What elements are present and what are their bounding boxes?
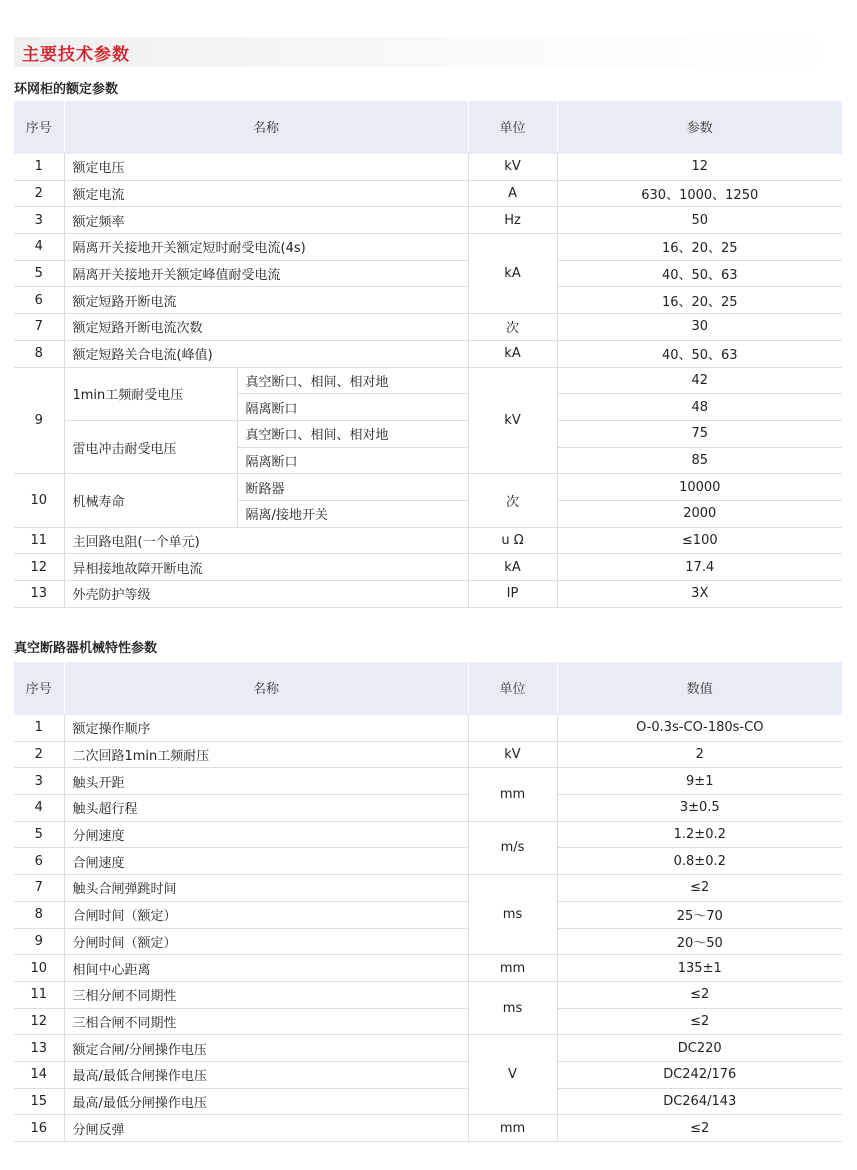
row-name: 最高/最低分闸操作电压 [64, 1088, 468, 1115]
row-subname: 隔离/接地开关 [237, 500, 468, 527]
row-value: 25～70 [557, 901, 842, 928]
row-value: 42 [557, 367, 842, 394]
row-value: 48 [557, 394, 842, 421]
row-name: 相间中心距离 [64, 955, 468, 982]
row-unit: mm [468, 1115, 557, 1142]
table-row [14, 741, 842, 768]
table-row [14, 768, 842, 795]
row-unit: m/s [468, 821, 557, 874]
row-no: 3 [14, 768, 64, 795]
header-no: 序号 [14, 662, 64, 714]
row-no: 4 [14, 234, 64, 261]
row-name: 雷电冲击耐受电压 [64, 420, 237, 473]
row-name: 额定电流 [64, 180, 468, 207]
row-name: 额定电压 [64, 153, 468, 180]
row-value: DC220 [557, 1035, 842, 1062]
row-value: DC242/176 [557, 1061, 842, 1088]
row-no: 13 [14, 1035, 64, 1062]
row-unit: 次 [468, 314, 557, 341]
table-row [14, 340, 842, 367]
row-value: 630、1000、1250 [557, 180, 842, 207]
row-unit: 次 [468, 474, 557, 527]
row-value: ≤2 [557, 981, 842, 1008]
table-row [14, 314, 842, 341]
row-no: 2 [14, 180, 64, 207]
row-value: 50 [557, 207, 842, 234]
header-name: 名称 [64, 662, 468, 714]
table-row [14, 981, 842, 1008]
row-value: 30 [557, 314, 842, 341]
table-row [14, 260, 842, 287]
row-unit: kA [468, 554, 557, 581]
header-unit: 单位 [468, 662, 557, 714]
table-row [14, 928, 842, 955]
header-unit: 单位 [468, 101, 557, 153]
table-row [14, 234, 842, 261]
header-no: 序号 [14, 101, 64, 153]
section-title-vacuum-breaker: 真空断路器机械特性参数 [14, 641, 158, 656]
row-value: 0.8±0.2 [557, 848, 842, 875]
row-no: 8 [14, 901, 64, 928]
row-no: 6 [14, 287, 64, 314]
row-no: 9 [14, 367, 64, 474]
row-unit: A [468, 180, 557, 207]
row-no: 16 [14, 1115, 64, 1142]
row-unit: V [468, 1035, 557, 1115]
row-value: ≤2 [557, 1008, 842, 1035]
row-no: 9 [14, 928, 64, 955]
table-row [14, 207, 842, 234]
row-value: 85 [557, 447, 842, 474]
row-name: 三相分闸不同期性 [64, 981, 468, 1008]
row-no: 14 [14, 1061, 64, 1088]
row-no: 5 [14, 821, 64, 848]
table-vacuum-breaker [14, 662, 842, 1142]
row-no: 1 [14, 714, 64, 741]
row-no: 5 [14, 260, 64, 287]
row-name: 额定合闸/分闸操作电压 [64, 1035, 468, 1062]
row-value: 3X [557, 581, 842, 608]
row-value: 3±0.5 [557, 795, 842, 822]
row-no: 10 [14, 474, 64, 527]
row-name: 主回路电阻(一个单元) [64, 527, 468, 554]
table-row [14, 153, 842, 180]
row-no: 3 [14, 207, 64, 234]
header-value: 参数 [557, 101, 842, 153]
table-row [14, 554, 842, 581]
row-name: 分闸反弹 [64, 1115, 468, 1142]
row-no: 13 [14, 581, 64, 608]
row-unit: Hz [468, 207, 557, 234]
row-name: 额定短路关合电流(峰值) [64, 340, 468, 367]
row-name: 触头开距 [64, 768, 468, 795]
row-name: 额定操作顺序 [64, 714, 468, 741]
row-unit: ms [468, 875, 557, 955]
table-row [14, 821, 842, 848]
row-name: 隔离开关接地开关额定峰值耐受电流 [64, 260, 468, 287]
row-no: 10 [14, 955, 64, 982]
row-name: 二次回路1min工频耐压 [64, 741, 468, 768]
row-name: 1min工频耐受电压 [64, 367, 237, 420]
table-row [14, 1008, 842, 1035]
table-ring-main-unit [14, 101, 842, 608]
row-no: 11 [14, 981, 64, 1008]
table-row [14, 795, 842, 822]
row-name: 额定频率 [64, 207, 468, 234]
page-title: 主要技术参数 [22, 45, 130, 65]
row-subname: 真空断口、相间、相对地 [237, 367, 468, 394]
table-row [14, 714, 842, 741]
table-row [14, 901, 842, 928]
row-name: 异相接地故障开断电流 [64, 554, 468, 581]
row-name: 最高/最低合闸操作电压 [64, 1061, 468, 1088]
row-value: 40、50、63 [557, 340, 842, 367]
row-unit [468, 714, 557, 741]
row-unit: mm [468, 768, 557, 821]
page-header [14, 37, 842, 67]
table-row [14, 367, 842, 394]
row-value: ≤2 [557, 875, 842, 902]
row-name: 机械寿命 [64, 474, 237, 527]
row-no: 2 [14, 741, 64, 768]
row-name: 合闸速度 [64, 848, 468, 875]
row-subname: 真空断口、相间、相对地 [237, 420, 468, 447]
table-row [14, 1061, 842, 1088]
row-value: ≤100 [557, 527, 842, 554]
table-row [14, 527, 842, 554]
row-value: 16、20、25 [557, 234, 842, 261]
row-no: 11 [14, 527, 64, 554]
table-row [14, 287, 842, 314]
row-value: 1.2±0.2 [557, 821, 842, 848]
row-name: 额定短路开断电流 [64, 287, 468, 314]
row-subname: 隔离断口 [237, 394, 468, 421]
header-name: 名称 [64, 101, 468, 153]
row-name: 外壳防护等级 [64, 581, 468, 608]
row-name: 触头超行程 [64, 795, 468, 822]
table-header-row [14, 101, 842, 153]
row-value: 10000 [557, 474, 842, 501]
row-value: 17.4 [557, 554, 842, 581]
row-value: O-0.3s-CO-180s-CO [557, 714, 842, 741]
row-value: 2 [557, 741, 842, 768]
row-no: 7 [14, 314, 64, 341]
row-name: 三相合闸不同期性 [64, 1008, 468, 1035]
row-no: 1 [14, 153, 64, 180]
row-no: 12 [14, 554, 64, 581]
row-unit: kV [468, 153, 557, 180]
header-value: 数值 [557, 662, 842, 714]
table-row [14, 180, 842, 207]
table-row [14, 474, 842, 501]
row-name: 额定短路开断电流次数 [64, 314, 468, 341]
row-unit: u Ω [468, 527, 557, 554]
row-unit: ms [468, 981, 557, 1034]
row-subname: 隔离断口 [237, 447, 468, 474]
row-name: 隔离开关接地开关额定短时耐受电流(4s) [64, 234, 468, 261]
row-no: 6 [14, 848, 64, 875]
row-name: 分闸时间（额定） [64, 928, 468, 955]
row-name: 分闸速度 [64, 821, 468, 848]
row-subname: 断路器 [237, 474, 468, 501]
row-value: 135±1 [557, 955, 842, 982]
table-row [14, 1115, 842, 1142]
table-row [14, 420, 842, 447]
row-no: 8 [14, 340, 64, 367]
table-row [14, 955, 842, 982]
row-no: 12 [14, 1008, 64, 1035]
row-value: 40、50、63 [557, 260, 842, 287]
table-row [14, 848, 842, 875]
row-value: 75 [557, 420, 842, 447]
row-no: 4 [14, 795, 64, 822]
table-row [14, 581, 842, 608]
row-unit: IP [468, 581, 557, 608]
row-value: ≤2 [557, 1115, 842, 1142]
row-name: 触头合闸弹跳时间 [64, 875, 468, 902]
row-value: 20～50 [557, 928, 842, 955]
row-no: 15 [14, 1088, 64, 1115]
table-row [14, 1088, 842, 1115]
row-unit: mm [468, 955, 557, 982]
row-value: 9±1 [557, 768, 842, 795]
row-unit: kA [468, 340, 557, 367]
row-unit: kA [468, 234, 557, 314]
row-value: DC264/143 [557, 1088, 842, 1115]
table-row [14, 875, 842, 902]
section-title-ring-main-unit: 环网柜的额定参数 [14, 82, 119, 97]
table-row [14, 1035, 842, 1062]
row-unit: kV [468, 741, 557, 768]
row-no: 7 [14, 875, 64, 902]
row-value: 12 [557, 153, 842, 180]
table-header-row [14, 662, 842, 714]
row-value: 2000 [557, 500, 842, 527]
row-name: 合闸时间（额定） [64, 901, 468, 928]
row-value: 16、20、25 [557, 287, 842, 314]
row-unit: kV [468, 367, 557, 474]
